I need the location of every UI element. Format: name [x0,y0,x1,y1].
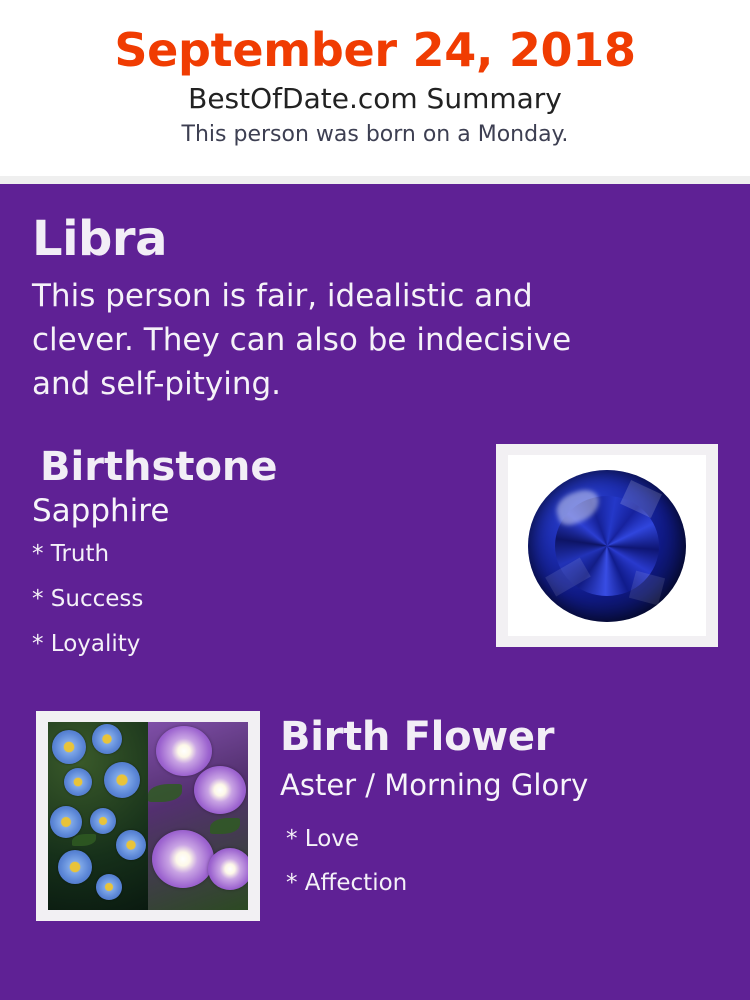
aster-flower-icon [96,874,122,900]
birthstone-section [32,442,718,667]
morning-glory-icon [208,848,248,890]
zodiac-description: This person is fair, idealistic and clever. They can also be indecisive and self-pitying. [32,278,572,402]
birthflower-section [32,711,718,931]
aster-flower-icon [58,850,92,884]
birthstone-heading: Birthstone [40,444,278,490]
birthflower-heading: Birth Flower [280,714,555,760]
aster-flower-icon [92,724,122,754]
aster-flower-icon [116,830,146,860]
morning-glory-icon [194,766,246,814]
aster-photo-half [48,722,148,910]
gem-facet-icon [629,570,665,605]
leaf-icon [210,818,240,834]
birthflower-trait: * Love [286,826,360,852]
zodiac-sign-name: Libra [32,211,167,267]
aster-flower-icon [50,806,82,838]
gem-facet-icon [620,480,662,518]
birthstone-trait: * Loyality [32,631,141,657]
birthflower-traits [286,817,718,905]
header-divider [0,176,750,184]
birthstone-name: Sapphire [32,493,170,529]
sapphire-gem-photo [496,444,718,647]
birthflower-trait: * Affection [286,870,408,896]
summary-body [0,184,750,1000]
birthstone-trait: * Truth [32,541,110,567]
aster-flower-icon [90,808,116,834]
born-day-text: This person was born on a Monday. [181,122,569,147]
birthflower-name: Aster / Morning Glory [280,768,589,802]
site-summary-label: BestOfDate.com Summary [188,82,562,115]
page-header [0,0,750,176]
aster-morning-glory-photo [36,711,260,921]
leaf-icon [72,834,96,846]
gem-facet-icon [545,557,591,596]
flower-image-area [48,722,248,910]
sapphire-gem-icon [528,470,686,622]
leaf-icon [148,784,182,802]
page-title: September 24, 2018 [114,23,636,77]
morning-glory-photo-half [148,722,248,910]
morning-glory-icon [152,830,214,888]
aster-flower-icon [64,768,92,796]
birthstone-trait: * Success [32,586,144,612]
birthflower-text [280,711,718,905]
aster-flower-icon [104,762,140,798]
morning-glory-icon [156,726,212,776]
sapphire-gem-image-area [508,455,706,636]
aster-flower-icon [52,730,86,764]
